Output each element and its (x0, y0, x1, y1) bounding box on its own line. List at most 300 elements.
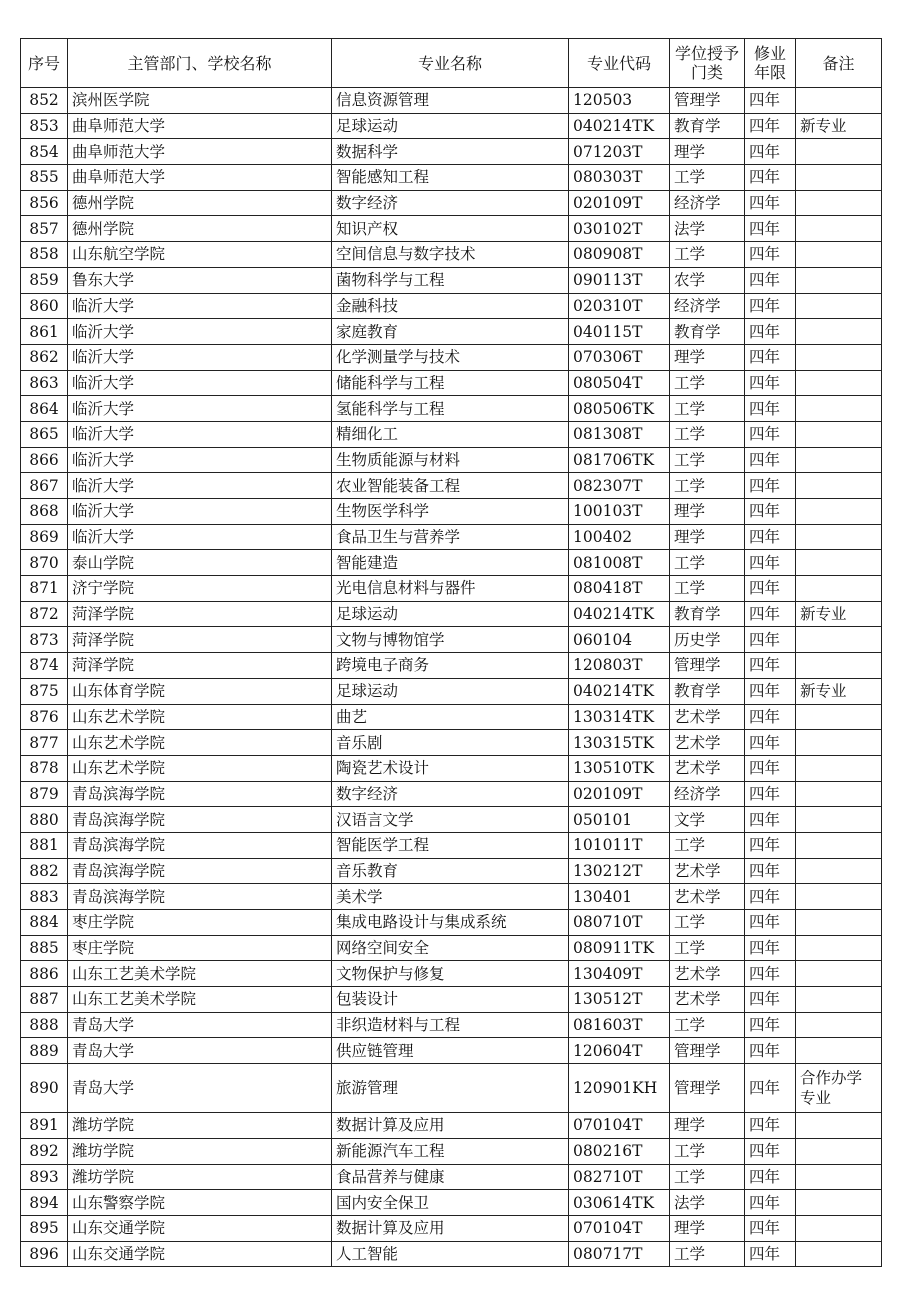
cell-note (796, 267, 882, 293)
cell-school: 临沂大学 (68, 293, 332, 319)
cell-code: 130510TK (569, 755, 670, 781)
cell-note (796, 1012, 882, 1038)
cell-code: 080908T (569, 242, 670, 268)
table-row (21, 1215, 882, 1241)
cell-code: 020310T (569, 293, 670, 319)
cell-code: 100103T (569, 499, 670, 525)
cell-no: 878 (21, 755, 68, 781)
cell-note (796, 807, 882, 833)
cell-degree: 工学 (670, 1012, 745, 1038)
cell-no: 860 (21, 293, 68, 319)
cell-school: 鲁东大学 (68, 267, 332, 293)
cell-code: 080911TK (569, 935, 670, 961)
table-row (21, 730, 882, 756)
cell-school: 德州学院 (68, 216, 332, 242)
cell-years: 四年 (745, 884, 796, 910)
cell-code: 100402 (569, 524, 670, 550)
cell-years: 四年 (745, 704, 796, 730)
table-row (21, 627, 882, 653)
cell-no: 895 (21, 1215, 68, 1241)
cell-no: 854 (21, 139, 68, 165)
cell-no: 858 (21, 242, 68, 268)
cell-years: 四年 (745, 678, 796, 704)
cell-note (796, 653, 882, 679)
cell-school: 临沂大学 (68, 499, 332, 525)
table-row (21, 88, 882, 114)
cell-degree: 工学 (670, 447, 745, 473)
cell-code: 080506TK (569, 396, 670, 422)
table-row (21, 113, 882, 139)
cell-no: 873 (21, 627, 68, 653)
cell-note (796, 524, 882, 550)
cell-years: 四年 (745, 165, 796, 191)
table-row (21, 910, 882, 936)
cell-no: 853 (21, 113, 68, 139)
cell-note (796, 473, 882, 499)
cell-no: 883 (21, 884, 68, 910)
cell-no: 884 (21, 910, 68, 936)
cell-school: 临沂大学 (68, 473, 332, 499)
table-row (21, 807, 882, 833)
cell-note (796, 216, 882, 242)
table-row (21, 1064, 882, 1113)
cell-school: 青岛滨海学院 (68, 884, 332, 910)
cell-years: 四年 (745, 1012, 796, 1038)
cell-note (796, 704, 882, 730)
cell-years: 四年 (745, 910, 796, 936)
table-row (21, 1012, 882, 1038)
cell-years: 四年 (745, 601, 796, 627)
cell-years: 四年 (745, 293, 796, 319)
cell-school: 潍坊学院 (68, 1138, 332, 1164)
cell-degree: 理学 (670, 499, 745, 525)
cell-code: 082710T (569, 1164, 670, 1190)
cell-degree: 经济学 (670, 781, 745, 807)
cell-degree: 工学 (670, 242, 745, 268)
cell-degree: 艺术学 (670, 987, 745, 1013)
cell-major: 曲艺 (332, 704, 569, 730)
cell-school: 滨州医学院 (68, 88, 332, 114)
cell-code: 020109T (569, 781, 670, 807)
table-row (21, 1164, 882, 1190)
cell-code: 040115T (569, 319, 670, 345)
cell-major: 旅游管理 (332, 1064, 569, 1113)
cell-code: 120901KH (569, 1064, 670, 1113)
table-row (21, 370, 882, 396)
header-code: 专业代码 (569, 39, 670, 88)
cell-code: 130314TK (569, 704, 670, 730)
cell-school: 青岛滨海学院 (68, 858, 332, 884)
cell-no: 893 (21, 1164, 68, 1190)
cell-degree: 工学 (670, 832, 745, 858)
cell-code: 101011T (569, 832, 670, 858)
cell-code: 120803T (569, 653, 670, 679)
cell-code: 070104T (569, 1215, 670, 1241)
cell-school: 山东交通学院 (68, 1215, 332, 1241)
cell-school: 青岛大学 (68, 1038, 332, 1064)
cell-no: 881 (21, 832, 68, 858)
cell-major: 数据计算及应用 (332, 1113, 569, 1139)
cell-years: 四年 (745, 1190, 796, 1216)
cell-code: 050101 (569, 807, 670, 833)
cell-degree: 工学 (670, 910, 745, 936)
cell-no: 864 (21, 396, 68, 422)
cell-no: 885 (21, 935, 68, 961)
table-row (21, 781, 882, 807)
cell-note (796, 1038, 882, 1064)
cell-degree: 农学 (670, 267, 745, 293)
cell-no: 872 (21, 601, 68, 627)
cell-degree: 工学 (670, 370, 745, 396)
cell-years: 四年 (745, 1038, 796, 1064)
cell-years: 四年 (745, 1064, 796, 1113)
cell-major: 包装设计 (332, 987, 569, 1013)
cell-no: 865 (21, 421, 68, 447)
cell-years: 四年 (745, 858, 796, 884)
cell-degree: 工学 (670, 550, 745, 576)
cell-degree: 工学 (670, 935, 745, 961)
cell-no: 862 (21, 344, 68, 370)
table-row (21, 832, 882, 858)
cell-degree: 教育学 (670, 113, 745, 139)
cell-school: 临沂大学 (68, 344, 332, 370)
cell-school: 青岛滨海学院 (68, 781, 332, 807)
cell-major: 数据科学 (332, 139, 569, 165)
cell-code: 130315TK (569, 730, 670, 756)
cell-degree: 艺术学 (670, 858, 745, 884)
cell-degree: 艺术学 (670, 755, 745, 781)
cell-major: 网络空间安全 (332, 935, 569, 961)
cell-code: 080418T (569, 576, 670, 602)
cell-school: 山东体育学院 (68, 678, 332, 704)
cell-note (796, 447, 882, 473)
cell-code: 081308T (569, 421, 670, 447)
cell-major: 集成电路设计与集成系统 (332, 910, 569, 936)
cell-code: 130401 (569, 884, 670, 910)
cell-degree: 管理学 (670, 653, 745, 679)
header-row (21, 39, 882, 88)
cell-major: 音乐教育 (332, 858, 569, 884)
table-row (21, 550, 882, 576)
cell-code: 030102T (569, 216, 670, 242)
cell-degree: 工学 (670, 396, 745, 422)
cell-years: 四年 (745, 319, 796, 345)
cell-code: 080303T (569, 165, 670, 191)
cell-major: 食品营养与健康 (332, 1164, 569, 1190)
cell-note (796, 1241, 882, 1267)
cell-school: 菏泽学院 (68, 627, 332, 653)
cell-school: 曲阜师范大学 (68, 113, 332, 139)
cell-note (796, 627, 882, 653)
cell-degree: 工学 (670, 1241, 745, 1267)
cell-note (796, 319, 882, 345)
cell-years: 四年 (745, 1113, 796, 1139)
cell-major: 足球运动 (332, 601, 569, 627)
cell-major: 美术学 (332, 884, 569, 910)
cell-school: 临沂大学 (68, 524, 332, 550)
cell-no: 875 (21, 678, 68, 704)
cell-no: 891 (21, 1113, 68, 1139)
cell-years: 四年 (745, 113, 796, 139)
cell-no: 888 (21, 1012, 68, 1038)
cell-degree: 法学 (670, 216, 745, 242)
table-row (21, 601, 882, 627)
cell-years: 四年 (745, 421, 796, 447)
table-row (21, 396, 882, 422)
cell-school: 山东艺术学院 (68, 704, 332, 730)
cell-code: 070104T (569, 1113, 670, 1139)
cell-code: 082307T (569, 473, 670, 499)
cell-note (796, 935, 882, 961)
cell-years: 四年 (745, 550, 796, 576)
cell-school: 山东艺术学院 (68, 755, 332, 781)
table-row (21, 987, 882, 1013)
cell-note (796, 730, 882, 756)
cell-school: 菏泽学院 (68, 653, 332, 679)
cell-code: 040214TK (569, 678, 670, 704)
cell-note (796, 832, 882, 858)
cell-no: 863 (21, 370, 68, 396)
cell-degree: 理学 (670, 1215, 745, 1241)
cell-no: 855 (21, 165, 68, 191)
cell-school: 泰山学院 (68, 550, 332, 576)
table-row (21, 473, 882, 499)
cell-school: 济宁学院 (68, 576, 332, 602)
cell-major: 数字经济 (332, 190, 569, 216)
cell-no: 859 (21, 267, 68, 293)
cell-no: 892 (21, 1138, 68, 1164)
cell-degree: 理学 (670, 344, 745, 370)
cell-code: 130512T (569, 987, 670, 1013)
cell-school: 临沂大学 (68, 421, 332, 447)
cell-no: 867 (21, 473, 68, 499)
cell-degree: 管理学 (670, 88, 745, 114)
cell-school: 山东航空学院 (68, 242, 332, 268)
cell-years: 四年 (745, 627, 796, 653)
cell-degree: 教育学 (670, 601, 745, 627)
cell-note (796, 344, 882, 370)
cell-school: 青岛滨海学院 (68, 832, 332, 858)
cell-years: 四年 (745, 961, 796, 987)
cell-code: 120604T (569, 1038, 670, 1064)
cell-no: 852 (21, 88, 68, 114)
cell-major: 空间信息与数字技术 (332, 242, 569, 268)
cell-no: 874 (21, 653, 68, 679)
table-row (21, 1138, 882, 1164)
cell-school: 临沂大学 (68, 396, 332, 422)
cell-school: 青岛滨海学院 (68, 807, 332, 833)
cell-note (796, 499, 882, 525)
cell-major: 陶瓷艺术设计 (332, 755, 569, 781)
table-body (21, 88, 882, 1267)
cell-years: 四年 (745, 370, 796, 396)
cell-no: 866 (21, 447, 68, 473)
cell-years: 四年 (745, 781, 796, 807)
table-row (21, 755, 882, 781)
cell-note (796, 139, 882, 165)
table-row (21, 216, 882, 242)
cell-degree: 工学 (670, 473, 745, 499)
cell-degree: 理学 (670, 139, 745, 165)
table-row (21, 293, 882, 319)
table-row (21, 447, 882, 473)
cell-major: 光电信息材料与器件 (332, 576, 569, 602)
table-row (21, 319, 882, 345)
cell-degree: 经济学 (670, 190, 745, 216)
cell-degree: 法学 (670, 1190, 745, 1216)
cell-code: 090113T (569, 267, 670, 293)
cell-degree: 艺术学 (670, 884, 745, 910)
cell-school: 山东艺术学院 (68, 730, 332, 756)
cell-code: 071203T (569, 139, 670, 165)
cell-years: 四年 (745, 755, 796, 781)
cell-note (796, 987, 882, 1013)
cell-years: 四年 (745, 1164, 796, 1190)
cell-degree: 文学 (670, 807, 745, 833)
cell-code: 080216T (569, 1138, 670, 1164)
cell-major: 农业智能装备工程 (332, 473, 569, 499)
table-row (21, 1038, 882, 1064)
cell-degree: 历史学 (670, 627, 745, 653)
cell-years: 四年 (745, 88, 796, 114)
table-row (21, 499, 882, 525)
cell-major: 智能医学工程 (332, 832, 569, 858)
cell-no: 887 (21, 987, 68, 1013)
cell-major: 生物质能源与材料 (332, 447, 569, 473)
cell-degree: 管理学 (670, 1038, 745, 1064)
cell-note (796, 421, 882, 447)
cell-note (796, 576, 882, 602)
cell-note (796, 165, 882, 191)
cell-degree: 工学 (670, 421, 745, 447)
cell-code: 040214TK (569, 601, 670, 627)
table-row (21, 344, 882, 370)
header-school: 主管部门、学校名称 (68, 39, 332, 88)
cell-school: 曲阜师范大学 (68, 165, 332, 191)
cell-no: 871 (21, 576, 68, 602)
header-years: 修业年限 (745, 39, 796, 88)
table-row (21, 1241, 882, 1267)
cell-degree: 工学 (670, 1138, 745, 1164)
cell-years: 四年 (745, 987, 796, 1013)
cell-note (796, 1190, 882, 1216)
cell-code: 070306T (569, 344, 670, 370)
cell-code: 120503 (569, 88, 670, 114)
table-row (21, 884, 882, 910)
cell-school: 曲阜师范大学 (68, 139, 332, 165)
cell-code: 030614TK (569, 1190, 670, 1216)
cell-school: 山东工艺美术学院 (68, 987, 332, 1013)
header-note: 备注 (796, 39, 882, 88)
cell-note (796, 396, 882, 422)
cell-school: 菏泽学院 (68, 601, 332, 627)
cell-major: 储能科学与工程 (332, 370, 569, 396)
cell-major: 人工智能 (332, 1241, 569, 1267)
cell-years: 四年 (745, 730, 796, 756)
cell-major: 文物保护与修复 (332, 961, 569, 987)
cell-code: 081603T (569, 1012, 670, 1038)
table-row (21, 653, 882, 679)
header-degree: 学位授予门类 (670, 39, 745, 88)
cell-degree: 艺术学 (670, 704, 745, 730)
cell-major: 智能建造 (332, 550, 569, 576)
cell-no: 890 (21, 1064, 68, 1113)
table-row (21, 242, 882, 268)
cell-code: 040214TK (569, 113, 670, 139)
cell-degree: 工学 (670, 1164, 745, 1190)
cell-note (796, 781, 882, 807)
cell-years: 四年 (745, 447, 796, 473)
cell-years: 四年 (745, 216, 796, 242)
table-row (21, 139, 882, 165)
cell-note (796, 88, 882, 114)
cell-major: 数字经济 (332, 781, 569, 807)
cell-note (796, 1164, 882, 1190)
cell-years: 四年 (745, 1138, 796, 1164)
cell-note (796, 242, 882, 268)
table-row (21, 421, 882, 447)
cell-degree: 教育学 (670, 678, 745, 704)
cell-no: 896 (21, 1241, 68, 1267)
cell-years: 四年 (745, 807, 796, 833)
cell-no: 861 (21, 319, 68, 345)
cell-major: 食品卫生与营养学 (332, 524, 569, 550)
table-row (21, 935, 882, 961)
table-row (21, 1113, 882, 1139)
cell-major: 非织造材料与工程 (332, 1012, 569, 1038)
cell-years: 四年 (745, 1215, 796, 1241)
cell-note (796, 910, 882, 936)
cell-school: 潍坊学院 (68, 1164, 332, 1190)
cell-major: 足球运动 (332, 113, 569, 139)
cell-note (796, 884, 882, 910)
cell-note: 新专业 (796, 678, 882, 704)
cell-years: 四年 (745, 499, 796, 525)
table-row (21, 961, 882, 987)
cell-years: 四年 (745, 935, 796, 961)
table-row (21, 267, 882, 293)
cell-note: 新专业 (796, 113, 882, 139)
table-row (21, 524, 882, 550)
cell-school: 枣庄学院 (68, 935, 332, 961)
cell-note (796, 370, 882, 396)
cell-degree: 管理学 (670, 1064, 745, 1113)
cell-degree: 艺术学 (670, 961, 745, 987)
cell-school: 临沂大学 (68, 319, 332, 345)
cell-code: 020109T (569, 190, 670, 216)
cell-note: 新专业 (796, 601, 882, 627)
cell-degree: 理学 (670, 524, 745, 550)
cell-no: 869 (21, 524, 68, 550)
cell-school: 临沂大学 (68, 447, 332, 473)
cell-note (796, 1215, 882, 1241)
cell-major: 文物与博物馆学 (332, 627, 569, 653)
cell-major: 音乐剧 (332, 730, 569, 756)
cell-note (796, 190, 882, 216)
cell-no: 880 (21, 807, 68, 833)
cell-school: 德州学院 (68, 190, 332, 216)
cell-note (796, 858, 882, 884)
cell-major: 国内安全保卫 (332, 1190, 569, 1216)
cell-note (796, 755, 882, 781)
cell-major: 精细化工 (332, 421, 569, 447)
table-row (21, 858, 882, 884)
cell-major: 知识产权 (332, 216, 569, 242)
cell-degree: 艺术学 (670, 730, 745, 756)
cell-no: 856 (21, 190, 68, 216)
cell-no: 870 (21, 550, 68, 576)
cell-code: 081706TK (569, 447, 670, 473)
